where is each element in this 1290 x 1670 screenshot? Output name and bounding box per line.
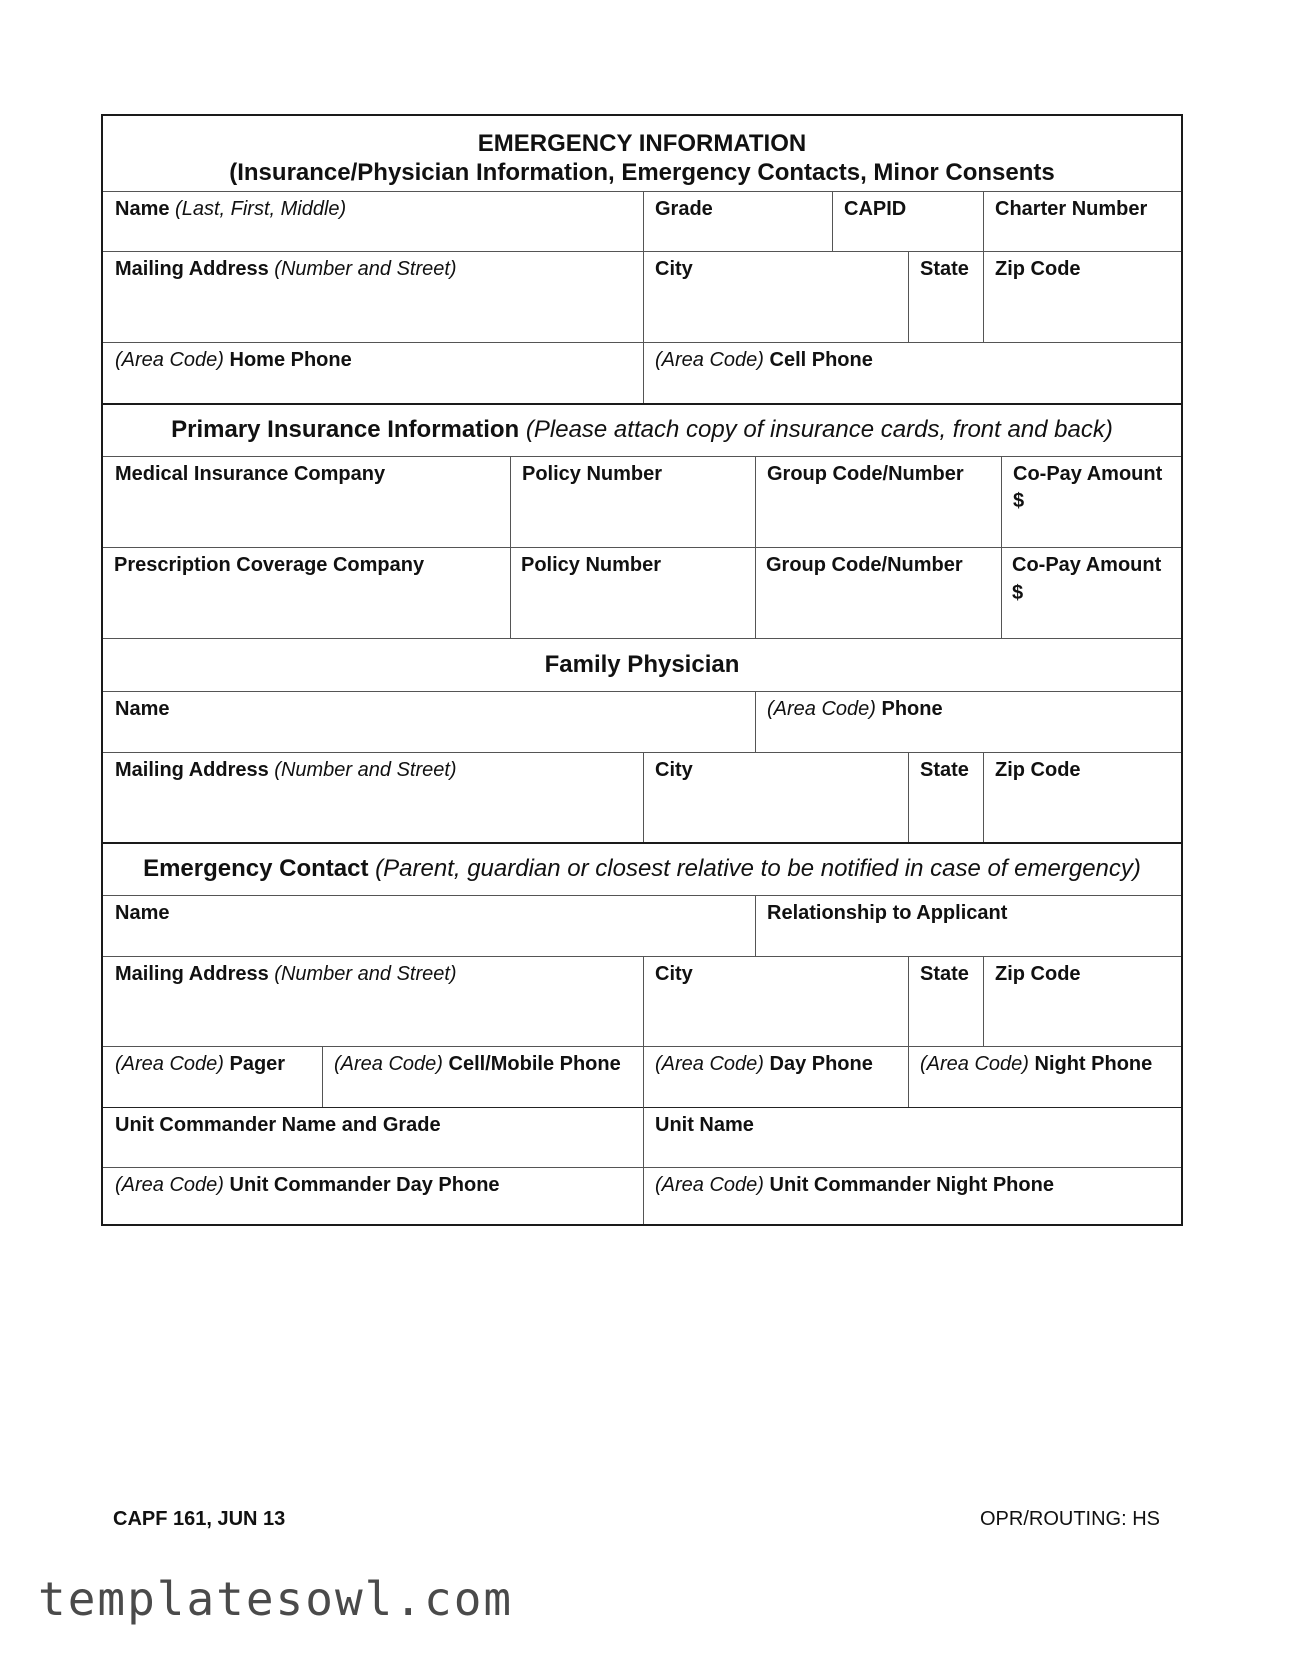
physician-phone-field[interactable]: (Area Code) Phone xyxy=(767,698,943,720)
applicant-city-field[interactable]: City xyxy=(655,258,693,280)
medical-insurance-company-field[interactable]: Medical Insurance Company xyxy=(115,463,386,485)
prescription-company-field[interactable]: Prescription Coverage Company xyxy=(114,554,425,576)
emergency-information-form xyxy=(101,114,1183,1226)
emergency-night-phone-field[interactable]: (Area Code) Night Phone xyxy=(920,1053,1153,1075)
emergency-zip-field[interactable]: Zip Code xyxy=(995,963,1081,985)
physician-name-field[interactable]: Name xyxy=(115,698,170,720)
emergency-cell-phone-field[interactable]: (Area Code) Cell/Mobile Phone xyxy=(334,1053,621,1075)
form-identifier: CAPF 161, JUN 13 xyxy=(113,1508,286,1530)
physician-heading: Family Physician xyxy=(544,651,740,678)
unit-commander-field[interactable]: Unit Commander Name and Grade xyxy=(115,1114,441,1136)
applicant-state-field[interactable]: State xyxy=(920,258,969,280)
charter-number-field[interactable]: Charter Number xyxy=(995,198,1148,220)
capid-field[interactable]: CAPID xyxy=(844,198,907,220)
form-title: EMERGENCY INFORMATION xyxy=(477,130,807,157)
relationship-field[interactable]: Relationship to Applicant xyxy=(767,902,1008,924)
applicant-address-field[interactable]: Mailing Address (Number and Street) xyxy=(115,258,457,280)
emergency-contact-heading: Emergency Contact (Parent, guardian or closest relative to be notified in case of emergency) xyxy=(143,855,1141,882)
emergency-state-field[interactable]: State xyxy=(920,963,969,985)
routing-code: OPR/ROUTING: HS xyxy=(980,1508,1161,1530)
commander-night-phone-field[interactable]: (Area Code) Unit Commander Night Phone xyxy=(655,1174,1054,1196)
applicant-zip-field[interactable]: Zip Code xyxy=(995,258,1081,280)
applicant-name-field[interactable]: Name (Last, First, Middle) xyxy=(115,198,347,220)
physician-address-field[interactable]: Mailing Address (Number and Street) xyxy=(115,759,457,781)
physician-state-field[interactable]: State xyxy=(920,759,969,781)
physician-zip-field[interactable]: Zip Code xyxy=(995,759,1081,781)
pager-field[interactable]: (Area Code) Pager xyxy=(115,1053,286,1075)
grade-field[interactable]: Grade xyxy=(655,198,713,220)
medical-copay-field[interactable]: Co-Pay Amount $ xyxy=(1013,463,1163,512)
unit-name-field[interactable]: Unit Name xyxy=(655,1114,754,1136)
emergency-day-phone-field[interactable]: (Area Code) Day Phone xyxy=(655,1053,873,1075)
emergency-name-field[interactable]: Name xyxy=(115,902,170,924)
emergency-city-field[interactable]: City xyxy=(655,963,693,985)
prescription-policy-number-field[interactable]: Policy Number xyxy=(521,554,662,576)
commander-day-phone-field[interactable]: (Area Code) Unit Commander Day Phone xyxy=(115,1174,500,1196)
prescription-group-code-field[interactable]: Group Code/Number xyxy=(766,554,963,576)
prescription-copay-field[interactable]: Co-Pay Amount $ xyxy=(1012,554,1162,604)
medical-group-code-field[interactable]: Group Code/Number xyxy=(767,463,964,485)
applicant-home-phone-field[interactable]: (Area Code) Home Phone xyxy=(115,349,352,371)
applicant-cell-phone-field[interactable]: (Area Code) Cell Phone xyxy=(655,349,873,371)
form-subtitle: (Insurance/Physician Information, Emergency Contacts, Minor Consents xyxy=(229,159,1055,186)
physician-city-field[interactable]: City xyxy=(655,759,693,781)
insurance-heading: Primary Insurance Information (Please attach copy of insurance cards, front and back) xyxy=(171,416,1113,443)
watermark: templatesowl.com xyxy=(38,1572,514,1626)
medical-policy-number-field[interactable]: Policy Number xyxy=(522,463,663,485)
emergency-address-field[interactable]: Mailing Address (Number and Street) xyxy=(115,963,457,985)
